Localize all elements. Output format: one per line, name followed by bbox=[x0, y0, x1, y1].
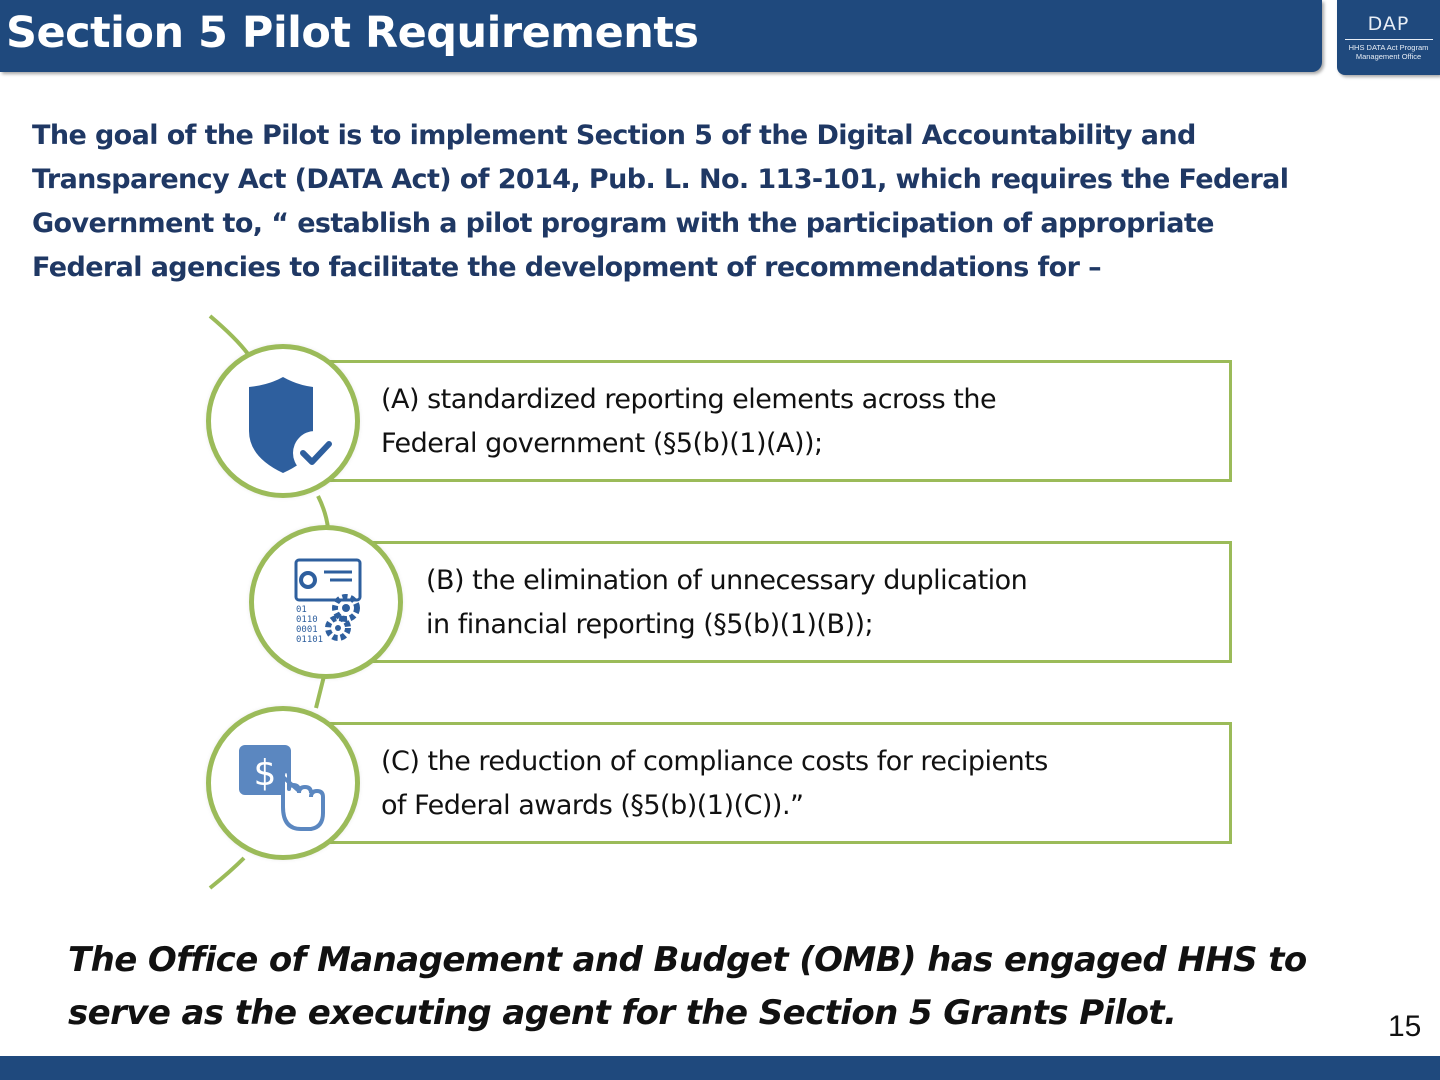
requirement-b-line1: (B) the elimination of unnecessary duplication bbox=[426, 565, 1028, 596]
requirement-b-line2: in financial reporting (§5(b)(1)(B)); bbox=[426, 609, 874, 640]
dollar-click-icon bbox=[211, 711, 355, 855]
shield-check-icon bbox=[211, 349, 355, 493]
requirement-c-line1: (C) the reduction of compliance costs for recipients bbox=[381, 746, 1048, 777]
intro-line: Government to, “ establish a pilot program with the participation of appropriate bbox=[32, 208, 1214, 239]
logo-mark: DAP bbox=[1367, 13, 1410, 35]
intro-line: The goal of the Pilot is to implement Section 5 of the Digital Accountability and bbox=[32, 120, 1196, 151]
requirement-c-line2: of Federal awards (§5(b)(1)(C)).” bbox=[381, 790, 804, 821]
logo-subtitle: HHS DATA Act Program Management Office bbox=[1348, 43, 1429, 61]
data-settings-icon bbox=[254, 530, 398, 674]
intro-line: Federal agencies to facilitate the development of recommendations for – bbox=[32, 252, 1101, 283]
svg-text:01: 01 bbox=[296, 605, 307, 615]
closing-line: serve as the executing agent for the Section 5 Grants Pilot. bbox=[68, 993, 1177, 1033]
requirement-box-a bbox=[320, 360, 1232, 482]
closing-line: The Office of Management and Budget (OMB) has engaged HHS to bbox=[68, 940, 1307, 980]
slide-title: Section 5 Pilot Requirements bbox=[6, 8, 699, 58]
svg-text:0110: 0110 bbox=[296, 615, 318, 625]
requirement-box-c bbox=[320, 722, 1232, 844]
intro-line: Transparency Act (DATA Act) of 2014, Pub. L. No. 113-101, which requires the Federal bbox=[32, 164, 1289, 195]
requirement-a-badge bbox=[206, 344, 360, 498]
requirement-a-line2: Federal government (§5(b)(1)(A)); bbox=[381, 428, 823, 459]
closing-statement bbox=[68, 934, 1348, 1040]
svg-text:$: $ bbox=[253, 753, 277, 794]
page-number: 15 bbox=[1388, 1010, 1422, 1043]
svg-text:0001: 0001 bbox=[296, 625, 318, 635]
requirement-a-line1: (A) standardized reporting elements across the bbox=[381, 384, 997, 415]
requirement-b-badge bbox=[249, 525, 403, 679]
svg-text:01101: 01101 bbox=[296, 635, 324, 645]
requirement-box-b bbox=[320, 541, 1232, 663]
requirement-c-badge bbox=[206, 706, 360, 860]
footer-bar bbox=[0, 1056, 1440, 1080]
